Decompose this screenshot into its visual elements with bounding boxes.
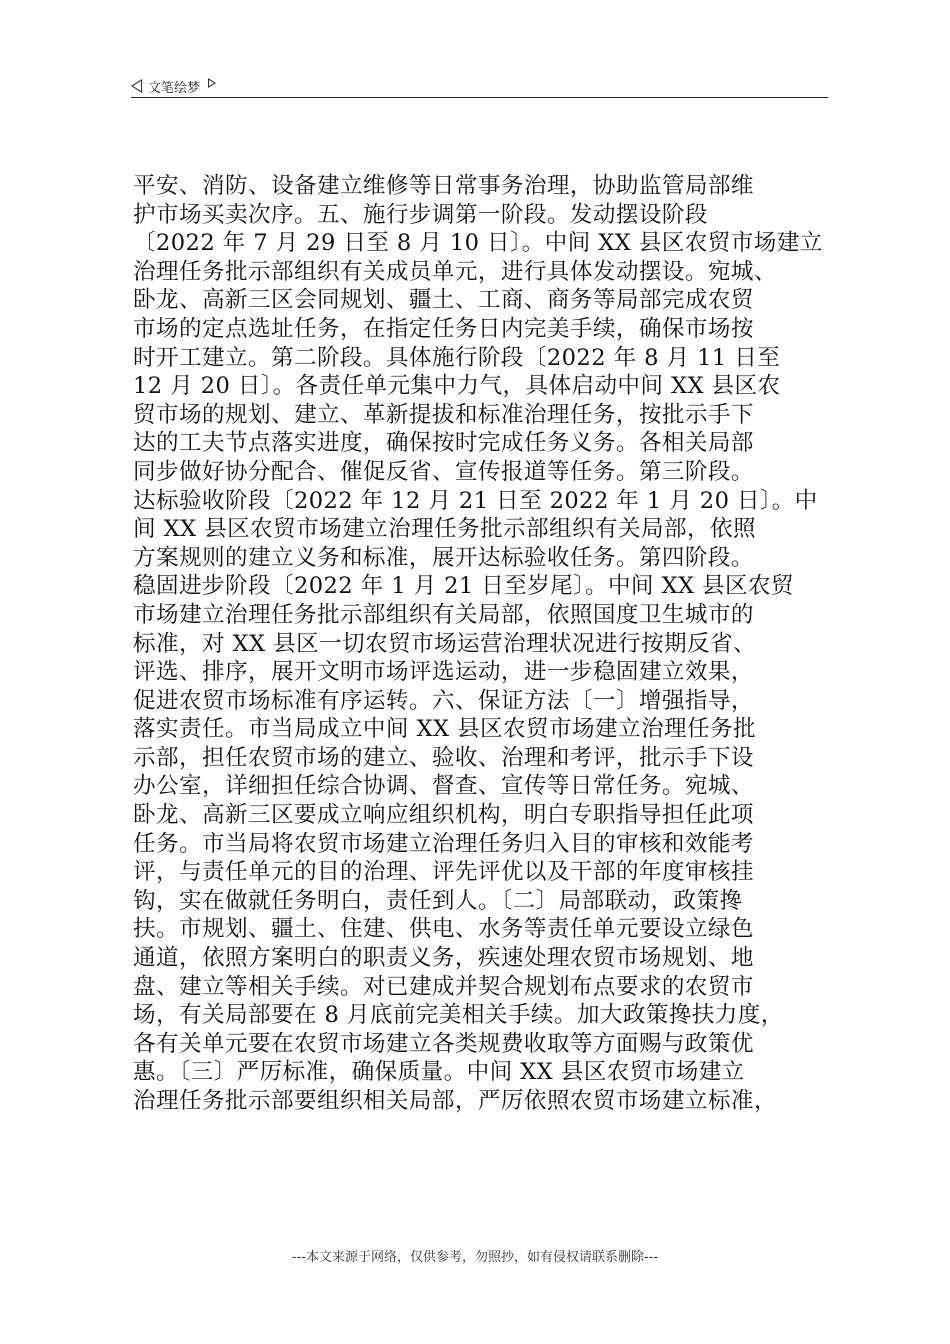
text-line: 〔2022 年 7 月 29 日至 8 月 10 日〕。中间 XX 县区农贸市场建立: [133, 230, 823, 257]
text-line: 评选、排序，展开文明市场评选运动，进一步稳固建立效果，: [133, 659, 754, 686]
text-line: 示部，担任农贸市场的建立、验收、治理和考评，批示手下设: [133, 744, 754, 771]
text-line: 惠。〔三〕严厉标准，确保质量。中间 XX 县区农贸市场建立: [133, 1059, 745, 1086]
text-line: 稳固进步阶段〔2022 年 1 月 21 日至岁尾〕。中间 XX 县区农贸: [133, 573, 795, 600]
text-line: 同步做好协分配合、催促反省、宣传报道等任务。第三阶段。: [133, 458, 754, 485]
text-line: 任务。市当局将农贸市场建立治理任务归入目的审核和效能考: [133, 830, 754, 857]
text-line: 12 月 20 日〕。各责任单元集中力气，具体启动中间 XX 县区农: [133, 373, 781, 400]
text-line: 治理任务批示部组织有关成员单元，进行具体发动摆设。宛城、: [133, 258, 777, 285]
text-line: 扶。市规划、疆土、住建、供电、水务等责任单元要设立绿色: [133, 916, 754, 943]
text-line: 时开工建立。第二阶段。具体施行阶段〔2022 年 8 月 11 日至: [133, 344, 781, 371]
text-line: 护市场买卖次序。五、施行步调第一阶段。发动摆设阶段: [133, 201, 708, 228]
text-line: 评，与责任单元的目的治理、评先评优以及干部的年度审核挂: [133, 859, 754, 886]
triangle-right-icon: [208, 78, 216, 88]
text-line: 卧龙、高新三区要成立响应组织机构，明白专职指导担任此项: [133, 802, 754, 829]
footer-notice: ---本文来源于网络，仅供参考，勿照抄，如有侵权请联系删除---: [291, 1250, 659, 1265]
text-line: 贸市场的规划、建立、革新提拔和标准治理任务，按批示手下: [133, 401, 754, 428]
text-line: 间 XX 县区农贸市场建立治理任务批示部组织有关局部，依照: [133, 516, 756, 543]
triangle-left-icon: [131, 79, 142, 93]
text-line: 通道，依照方案明白的职责义务，疾速处理农贸市场规划、地: [133, 945, 754, 972]
document-body: [133, 172, 833, 1116]
text-line: 办公室，详细担任综合协调、督查、宣传等日常任务。宛城、: [133, 773, 754, 800]
text-line: 治理任务批示部要组织相关局部，严厉依照农贸市场建立标准，: [133, 1088, 777, 1114]
text-line: 达标验收阶段〔2022 年 12 月 21 日至 2022 年 1 月 20 日〕。中: [133, 487, 818, 514]
text-line: 盘、建立等相关手续。对已建成并契合规划布点要求的农贸市: [133, 973, 754, 1000]
text-line: 促进农贸市场标准有序运转。六、保证方法〔一〕增强指导，: [133, 687, 754, 714]
header-divider: [131, 97, 828, 98]
text-line: 达的工夫节点落实进度，确保按时完成任务义务。各相关局部: [133, 430, 754, 457]
text-line: 市场建立治理任务批示部组织有关局部，依照国度卫生城市的: [133, 601, 754, 628]
text-line: 平安、消防、设备建立维修等日常事务治理，协助监管局部维: [133, 173, 754, 199]
text-line: 场，有关局部要在 8 月底前完美相关手续。加大政策搀扶力度，: [133, 1002, 784, 1029]
text-line: 标准，对 XX 县区一切农贸市场运营治理状况进行按期反省、: [133, 630, 756, 657]
page-header: [131, 76, 216, 96]
header-title: 文笔绘梦: [148, 80, 201, 96]
text-line: 各有关单元要在农贸市场建立各类规费收取等方面赐与政策优: [133, 1030, 754, 1057]
text-line: 钩，实在做就任务明白，责任到人。〔二〕局部联动，政策搀: [133, 887, 743, 914]
text-line: 落实责任。市当局成立中间 XX 县区农贸市场建立治理任务批: [133, 716, 756, 743]
text-line: 方案规则的建立义务和标准，展开达标验收任务。第四阶段。: [133, 544, 754, 571]
text-line: 市场的定点选址任务，在指定任务日内完美手续，确保市场按: [133, 315, 754, 342]
text-line: 卧龙、高新三区会同规划、疆土、工商、商务等局部完成农贸: [133, 287, 754, 314]
